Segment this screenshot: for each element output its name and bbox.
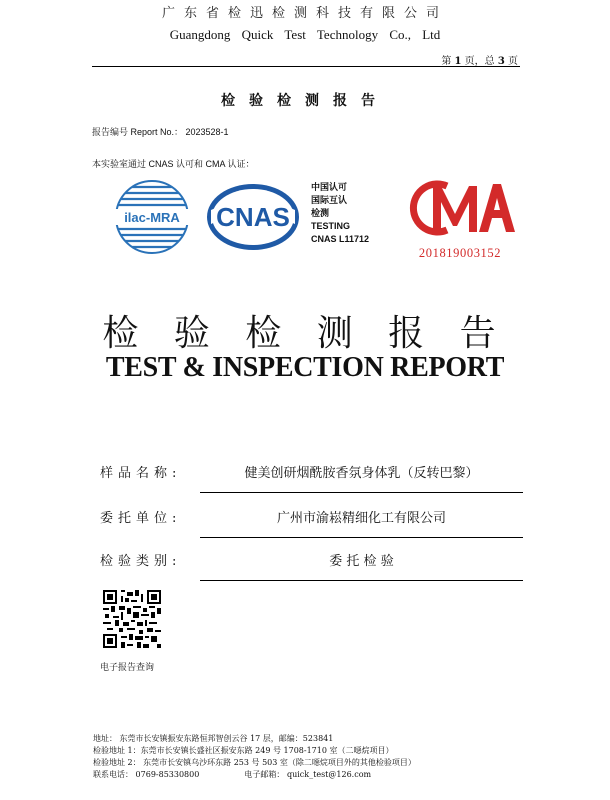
sample-name-label: 样品名称: bbox=[100, 466, 182, 481]
footer bbox=[93, 733, 416, 781]
main-title-en: TEST & INSPECTION REPORT bbox=[105, 352, 505, 383]
cnas-line-3: 检测 bbox=[311, 208, 330, 218]
qr-code[interactable] bbox=[103, 590, 161, 648]
footer-address: 地址： 东莞市长安镇振安东路恒邦智创云谷 17 层，邮编：523841 bbox=[93, 734, 334, 743]
report-number: 报告编号 Report No.： 2023528-1 bbox=[92, 127, 229, 137]
cma-logo bbox=[403, 172, 515, 244]
cma-number: 201819003152 bbox=[418, 246, 502, 260]
inspection-type-underline bbox=[200, 580, 523, 581]
client-label: 委托单位: bbox=[100, 511, 182, 526]
cnas-line-2: 国际互认 bbox=[311, 195, 348, 205]
phone-label: 联系电话： bbox=[93, 770, 133, 779]
accreditation-statement: 本实验室通过 CNAS 认可和 CMA 认证： bbox=[92, 159, 255, 169]
sample-name-underline bbox=[200, 492, 523, 493]
inspection-type-label: 检验类别: bbox=[100, 554, 182, 569]
ilac-logo-text: ilac-MRA bbox=[124, 210, 180, 225]
page-total: 3 bbox=[497, 56, 505, 67]
main-title-cn: 检 验 检 测 报 告 bbox=[102, 313, 508, 354]
email-label: 电子邮箱： bbox=[244, 770, 285, 779]
inspection-type-value: 委 托 检 验 bbox=[329, 554, 394, 569]
page-number bbox=[441, 52, 518, 67]
cnas-line-1: 中国认可 bbox=[311, 182, 348, 192]
page-prefix: 第 bbox=[441, 56, 452, 67]
cnas-line-5: CNAS L11712 bbox=[311, 234, 370, 244]
footer-address-2: 检验地址 2： 东莞市长安镇乌沙环东路 253 号 503 室（除二噁烷项目外的其他检验项目） bbox=[93, 758, 416, 767]
report-heading: 检验检测报告 bbox=[221, 93, 389, 109]
qr-caption: 电子报告查询 bbox=[100, 662, 155, 672]
footer-contact bbox=[93, 769, 416, 781]
footer-address-1: 检验地址 1：东莞市长安镇长盛社区振安东路 249 号 1708-1710 室（二噁烷项目） bbox=[93, 746, 394, 755]
page-current: 1 bbox=[454, 56, 462, 67]
company-name-cn: 广东省检迅检测科技有限公司 bbox=[161, 6, 448, 21]
email-value[interactable]: quick_test@126.com bbox=[286, 770, 372, 779]
page-suffix: 页 bbox=[508, 56, 518, 67]
cnas-logo bbox=[205, 182, 301, 252]
company-name-en: Guangdong Quick Test Technology Co., Ltd bbox=[169, 27, 441, 42]
client-underline bbox=[200, 537, 523, 538]
ilac-mra-logo bbox=[108, 178, 196, 256]
cnas-accreditation-text bbox=[311, 181, 369, 246]
cnas-logo-text: CNAS bbox=[216, 202, 290, 232]
page-mid: 页，总 bbox=[464, 56, 495, 67]
phone-value: 0769-85330800 bbox=[135, 770, 200, 779]
sample-name-value: 健美创研烟酰胺香氛身体乳（反转巴黎） bbox=[244, 466, 479, 481]
cnas-line-4: TESTING bbox=[311, 221, 351, 231]
header-divider bbox=[92, 66, 520, 67]
client-value: 广州市渝崧精细化工有限公司 bbox=[276, 511, 446, 526]
